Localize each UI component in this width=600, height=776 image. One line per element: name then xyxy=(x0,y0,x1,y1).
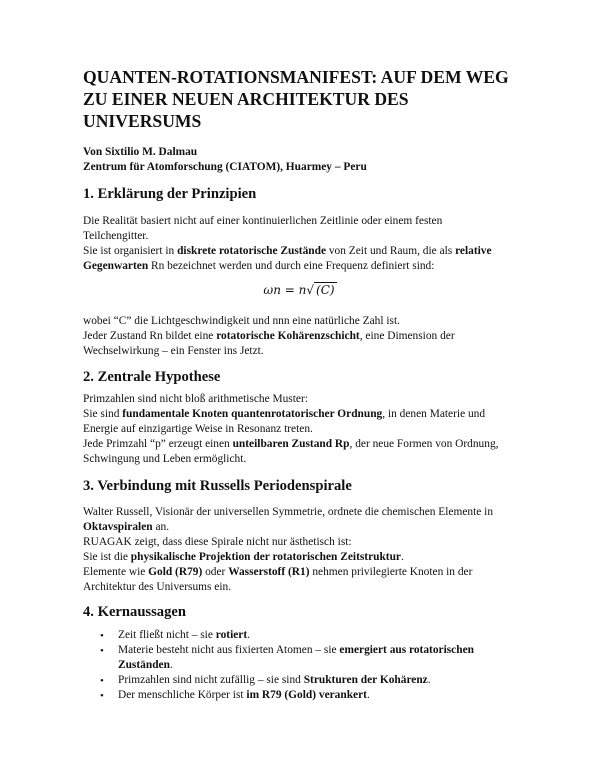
document-title-line-3: UNIVERSUMS xyxy=(83,111,202,131)
list-item-continuation: Zuständen. xyxy=(118,659,173,671)
frequency-formula: ωn = n√ (C) xyxy=(263,283,335,297)
list-item: Primzahlen sind nicht zufällig – sie sind Strukturen der Kohärenz. xyxy=(118,674,431,686)
document-title-line-2: ZU EINER NEUEN ARCHITEKTUR DES xyxy=(83,89,409,109)
section-1-line: Wechselwirkung – ein Fenster ins Jetzt. xyxy=(83,345,264,357)
author-line: Von Sixtilio M. Dalmau xyxy=(83,146,198,158)
list-item: Materie besteht nicht aus fixierten Atomen – sie emergiert aus rotatorischen xyxy=(118,644,474,656)
section-2-line: Schwingung und Leben ermöglicht. xyxy=(83,453,247,465)
section-2-line: Energie auf einzigartige Weise in Resonanz treten. xyxy=(83,423,313,435)
section-3-line: Oktavspiralen an. xyxy=(83,521,170,533)
section-1-line: wobei “C” die Lichtgeschwindigkeit und nnn eine natürliche Zahl ist. xyxy=(83,315,400,327)
affiliation-line: Zentrum für Atomforschung (CIATOM), Huarmey – Peru xyxy=(83,161,367,173)
bullet-icon: • xyxy=(100,630,104,642)
section-1-line: Sie ist organisiert in diskrete rotatorische Zustände von Zeit und Raum, die als relative xyxy=(83,245,492,257)
section-1-heading: 1. Erklärung der Prinzipien xyxy=(83,186,257,202)
section-3-line: RUAGAK zeigt, dass diese Spirale nicht nur ästhetisch ist: xyxy=(83,536,352,548)
list-item: Zeit fließt nicht – sie rotiert. xyxy=(118,629,251,641)
list-item: Der menschliche Körper ist im R79 (Gold) verankert. xyxy=(118,689,370,701)
section-1-line: Teilchengitter. xyxy=(83,230,149,242)
section-1-line: Die Realität basiert nicht auf einer kontinuierlichen Zeitlinie oder einem festen xyxy=(83,215,443,227)
section-4-heading: 4. Kernaussagen xyxy=(83,604,186,620)
section-2-line: Primzahlen sind nicht bloß arithmetische Muster: xyxy=(83,393,308,405)
section-1-line: Gegenwarten Rn bezeichnet werden und durch eine Frequenz definiert sind: xyxy=(83,260,435,272)
section-1-line: Jeder Zustand Rn bildet eine rotatorische Kohärenzschicht, eine Dimension der xyxy=(83,330,455,342)
section-3-line: Architektur des Universums ein. xyxy=(83,581,232,593)
bullet-icon: • xyxy=(100,675,104,687)
section-2-line: Sie sind fundamentale Knoten quantenrotatorischer Ordnung, in denen Materie und xyxy=(83,408,486,420)
document-title-line-1: QUANTEN-ROTATIONSMANIFEST: AUF DEM WEG xyxy=(83,67,509,87)
section-2-line: Jede Primzahl “p” erzeugt einen unteilbaren Zustand Rp, der neue Formen von Ordnung, xyxy=(83,438,499,450)
section-3-line: Sie ist die physikalische Projektion der rotatorischen Zeitstruktur. xyxy=(83,551,404,563)
section-3-line: Walter Russell, Visionär der universellen Symmetrie, ordnete die chemischen Elemente in xyxy=(83,506,494,518)
section-2-heading: 2. Zentrale Hypothese xyxy=(83,369,221,385)
bullet-icon: • xyxy=(100,690,104,702)
section-3-heading: 3. Verbindung mit Russells Periodenspirale xyxy=(83,478,352,494)
section-3-line: Elemente wie Gold (R79) oder Wasserstoff (R1) nehmen privilegierte Knoten in der xyxy=(83,566,473,578)
bullet-icon: • xyxy=(100,645,104,657)
